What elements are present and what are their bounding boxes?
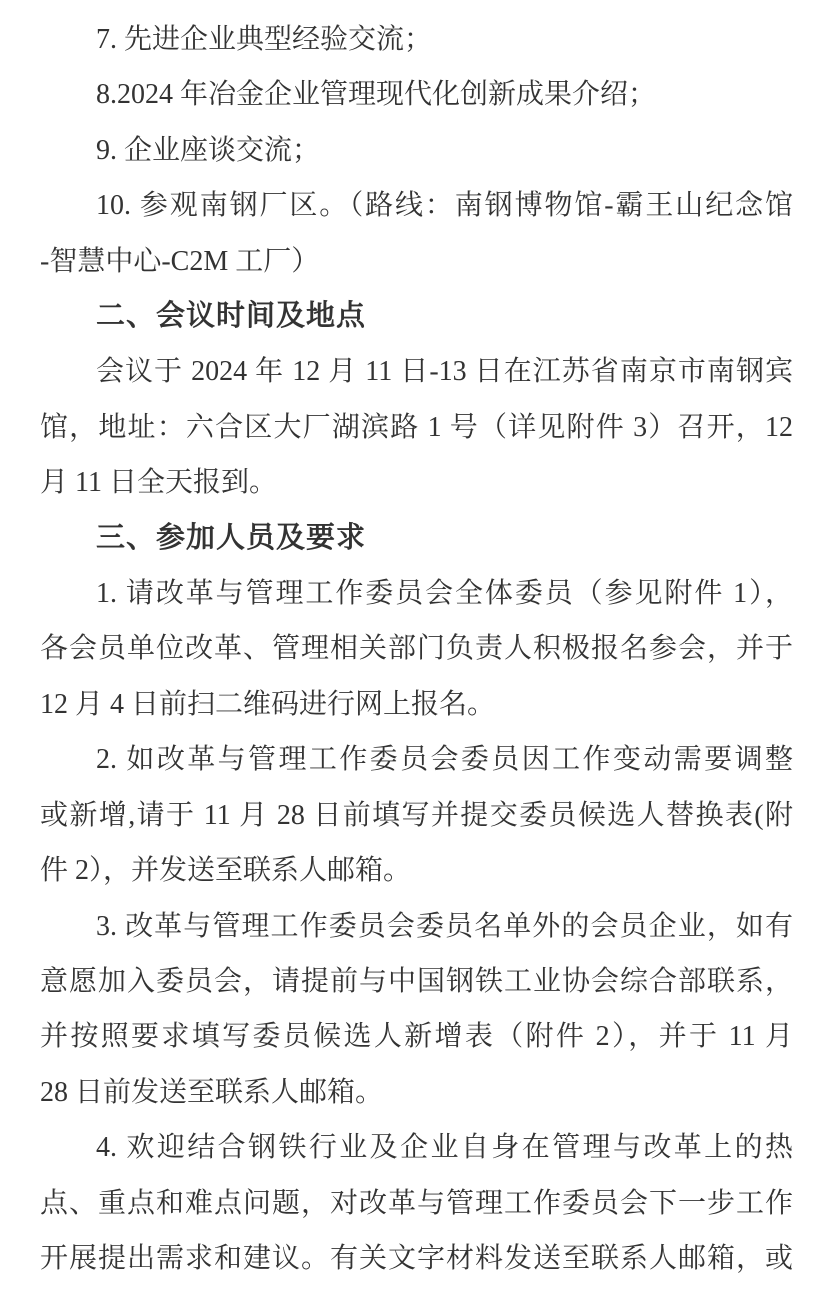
list-item-10-cont: -智慧中心-C2M 工厂） — [40, 245, 320, 277]
section-heading-3: 三、参加人员及要求 — [96, 521, 367, 554]
paragraph-line: 馆，地址：六合区大厂湖滨路 1 号（详见附件 3）召开，12 — [40, 411, 793, 443]
requirement-2-cont: 件 2），并发送至联系人邮箱。 — [40, 855, 412, 887]
list-item-7: 7. 先进企业典型经验交流； — [96, 24, 433, 55]
list-item-8: 8.2024 年冶金企业管理现代化创新成果介绍； — [96, 79, 657, 111]
requirement-4: 4. 欢迎结合钢铁行业及企业自身在管理与改革上的热 — [96, 1132, 793, 1164]
requirement-2: 2. 如改革与管理工作委员会委员因工作变动需要调整 — [96, 744, 793, 776]
paragraph-line: 会议于 2024 年 12 月 11 日-13 日在江苏省南京市南钢宾 — [96, 356, 793, 388]
list-item-10: 10. 参观南钢厂区。（路线：南钢博物馆-霸王山纪念馆 — [96, 190, 793, 222]
requirement-1-cont: 各会员单位改革、管理相关部门负责人积极报名参会，并于 — [40, 633, 793, 665]
requirement-3: 3. 改革与管理工作委员会委员名单外的会员企业，如有 — [96, 910, 793, 942]
requirement-3-cont: 意愿加入委员会，请提前与中国钢铁工业协会综合部联系， — [40, 965, 793, 997]
requirement-3-cont: 28 日前发送至联系人邮箱。 — [40, 1076, 384, 1108]
section-heading-2: 二、会议时间及地点 — [96, 300, 367, 333]
requirement-3-cont: 并按照要求填写委员候选人新增表（附件 2），并于 11 月 — [40, 1021, 793, 1053]
requirement-4-cont: 点、重点和难点问题，对改革与管理工作委员会下一步工作 — [40, 1187, 793, 1219]
list-item-9: 9. 企业座谈交流； — [96, 134, 321, 166]
requirement-1-cont: 12 月 4 日前扫二维码进行网上报名。 — [40, 688, 496, 720]
requirement-2-cont: 或新增,请于 11 月 28 日前填写并提交委员候选人替换表(附 — [40, 799, 793, 831]
requirement-4-cont: 开展提出需求和建议。有关文字材料发送至联系人邮箱，或 — [40, 1242, 793, 1274]
paragraph-line: 月 11 日全天报到。 — [40, 467, 277, 499]
requirement-1: 1. 请改革与管理工作委员会全体委员（参见附件 1）， — [96, 578, 793, 610]
